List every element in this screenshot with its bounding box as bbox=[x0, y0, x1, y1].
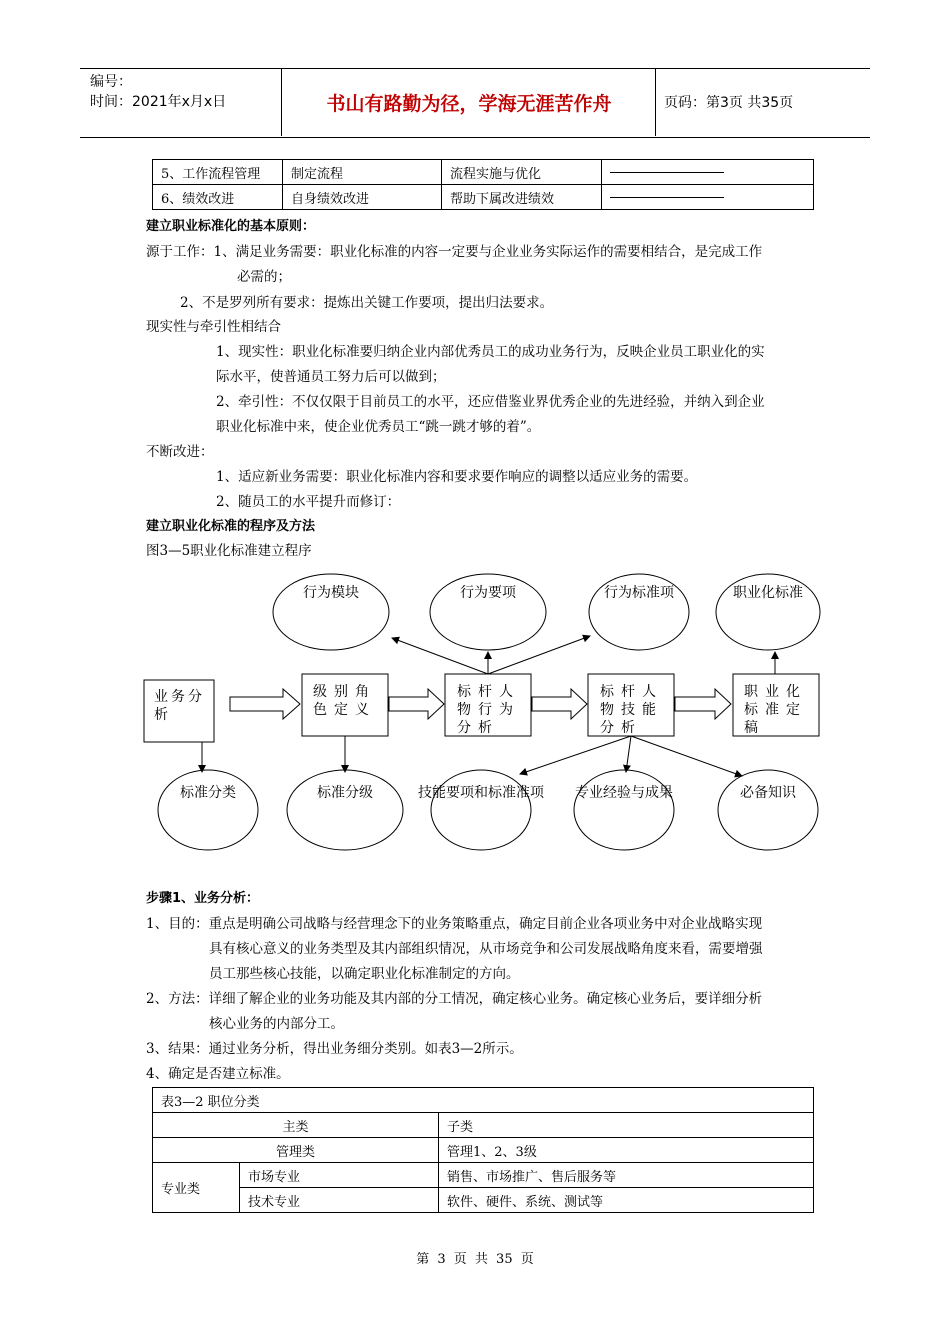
principle-text: 职业化标准中来，使企业优秀员工“跳一跳才够的着”。 bbox=[216, 419, 541, 435]
table-cell: 管理类 bbox=[153, 1138, 439, 1163]
table-cell: 流程实施与优化 bbox=[442, 160, 602, 185]
arrow-line bbox=[626, 736, 631, 772]
diagram-label: 行为要项 bbox=[460, 585, 516, 601]
step-text: 核心业务的内部分工。 bbox=[209, 1016, 344, 1032]
block-arrow bbox=[230, 689, 300, 719]
table-cell: 市场专业 bbox=[240, 1163, 439, 1188]
diagram-label: 标准分类 bbox=[180, 785, 236, 801]
table-row bbox=[153, 1138, 814, 1163]
block-arrow bbox=[532, 689, 587, 719]
arrow-line bbox=[520, 736, 631, 774]
header-motto: 书山有路勤为径，学海无涯苦作舟 bbox=[326, 92, 612, 115]
step1-heading: 步骤1、业务分析： bbox=[146, 891, 260, 906]
diagram-label: 职业化标准 bbox=[733, 585, 803, 601]
diagram-label: 行为模块 bbox=[303, 585, 359, 601]
principle-text: 2、随员工的水平提升而修订： bbox=[216, 494, 401, 510]
date-label: 时间：2021年x月x日 bbox=[90, 94, 227, 110]
principle-text: 1、适应新业务需要：职业化标准内容和要求要作响应的调整以适应业务的需要。 bbox=[216, 469, 698, 485]
table-caption: 表3—2 职位分类 bbox=[153, 1088, 814, 1113]
principle-text: 必需的； bbox=[237, 269, 291, 285]
principle-text: 1、现实性：职业化标准要归纳企业内部优秀员工的成功业务行为，反映企业员工职业化的实 bbox=[216, 344, 765, 360]
step-text: 员工那些核心技能，以确定职业化标准制定的方向。 bbox=[209, 966, 520, 982]
block-arrow bbox=[389, 689, 444, 719]
table-row bbox=[153, 1113, 814, 1138]
arrow-line bbox=[488, 636, 590, 674]
principle-text: 源于工作：1、满足业务需要：职业化标准的内容一定要与企业业务实际运作的需要相结合，是完成工作 bbox=[146, 244, 763, 260]
diagram-label: 必备知识 bbox=[740, 785, 796, 801]
serial-label: 编号： bbox=[90, 74, 132, 90]
table-cell: 自身绩效改进 bbox=[283, 185, 442, 210]
table-cell: 帮助下属改进绩效 bbox=[442, 185, 602, 210]
step-text: 3、结果：通过业务分析，得出业务细分类别。如表3—2所示。 bbox=[146, 1041, 523, 1057]
table-cell: 管理1、2、3级 bbox=[439, 1138, 814, 1163]
step-text: 具有核心意义的业务类型及其内部组织情况，从市场竞争和公司发展战略角度来看，需要增强 bbox=[209, 941, 763, 957]
box-label: 业务分析 bbox=[154, 689, 205, 723]
table-cell: 制定流程 bbox=[283, 160, 442, 185]
principle-text: 2、不是罗列所有要求：提炼出关键工作要项，提出归法要求。 bbox=[180, 295, 554, 311]
table-row bbox=[153, 1088, 814, 1113]
principles-heading: 建立职业标准化的基本原则： bbox=[146, 219, 316, 234]
box-label: 职业化标准定稿 bbox=[744, 684, 807, 736]
table-cell: 专业类 bbox=[153, 1163, 240, 1213]
diagram-label: 标准分级 bbox=[317, 785, 373, 801]
table-row bbox=[153, 1188, 814, 1213]
job-classification-table bbox=[152, 1087, 814, 1213]
page-info: 页码：第3页 共35页 bbox=[664, 95, 794, 111]
arrow-line bbox=[631, 736, 742, 776]
figure-caption: 图3—5职业化标准建立程序 bbox=[146, 543, 312, 559]
table-cell: 6、绩效改进 bbox=[153, 185, 283, 210]
principle-subheading: 现实性与牵引性相结合 bbox=[146, 319, 281, 335]
step-text: 4、确定是否建立标准。 bbox=[146, 1066, 290, 1082]
diagram-label: 行为标准项 bbox=[604, 585, 674, 601]
principle-text: 际水平，使普通员工努力后可以做到； bbox=[216, 369, 446, 385]
block-arrow bbox=[675, 689, 731, 719]
table-row bbox=[153, 1163, 814, 1188]
step-text: 1、目的：重点是明确公司战略与经营理念下的业务策略重点，确定目前企业各项业务中对企业战略实现 bbox=[146, 916, 763, 932]
table-cell: 技术专业 bbox=[240, 1188, 439, 1213]
diagram-label: 专业经验与成果 bbox=[575, 785, 673, 801]
table-header-main: 主类 bbox=[153, 1113, 439, 1138]
principle-subheading: 不断改进： bbox=[146, 444, 214, 460]
table-cell: 5、工作流程管理 bbox=[153, 160, 283, 185]
page-footer: 第 3 页 共 35 页 bbox=[416, 1252, 534, 1267]
box-label: 标杆人物技能分析 bbox=[600, 684, 663, 736]
diagram-label: 技能要项和标准准项 bbox=[418, 785, 544, 801]
table-header-sub: 子类 bbox=[439, 1113, 814, 1138]
step-text: 2、方法：详细了解企业的业务功能及其内部的分工情况，确定核心业务。确定核心业务后，要详细分析 bbox=[146, 991, 763, 1007]
table-cell: 销售、市场推广、售后服务等 bbox=[439, 1163, 814, 1188]
box-label: 级别角色定义 bbox=[313, 684, 376, 718]
table-cell: 软件、硬件、系统、测试等 bbox=[439, 1188, 814, 1213]
arrow-line bbox=[392, 638, 488, 674]
box-label: 标杆人物行为分析 bbox=[457, 684, 520, 736]
procedure-heading: 建立职业化标准的程序及方法 bbox=[146, 519, 316, 534]
principle-text: 2、牵引性：不仅仅限于目前员工的水平，还应借鉴业界优秀企业的先进经验，并纳入到企业 bbox=[216, 394, 765, 410]
